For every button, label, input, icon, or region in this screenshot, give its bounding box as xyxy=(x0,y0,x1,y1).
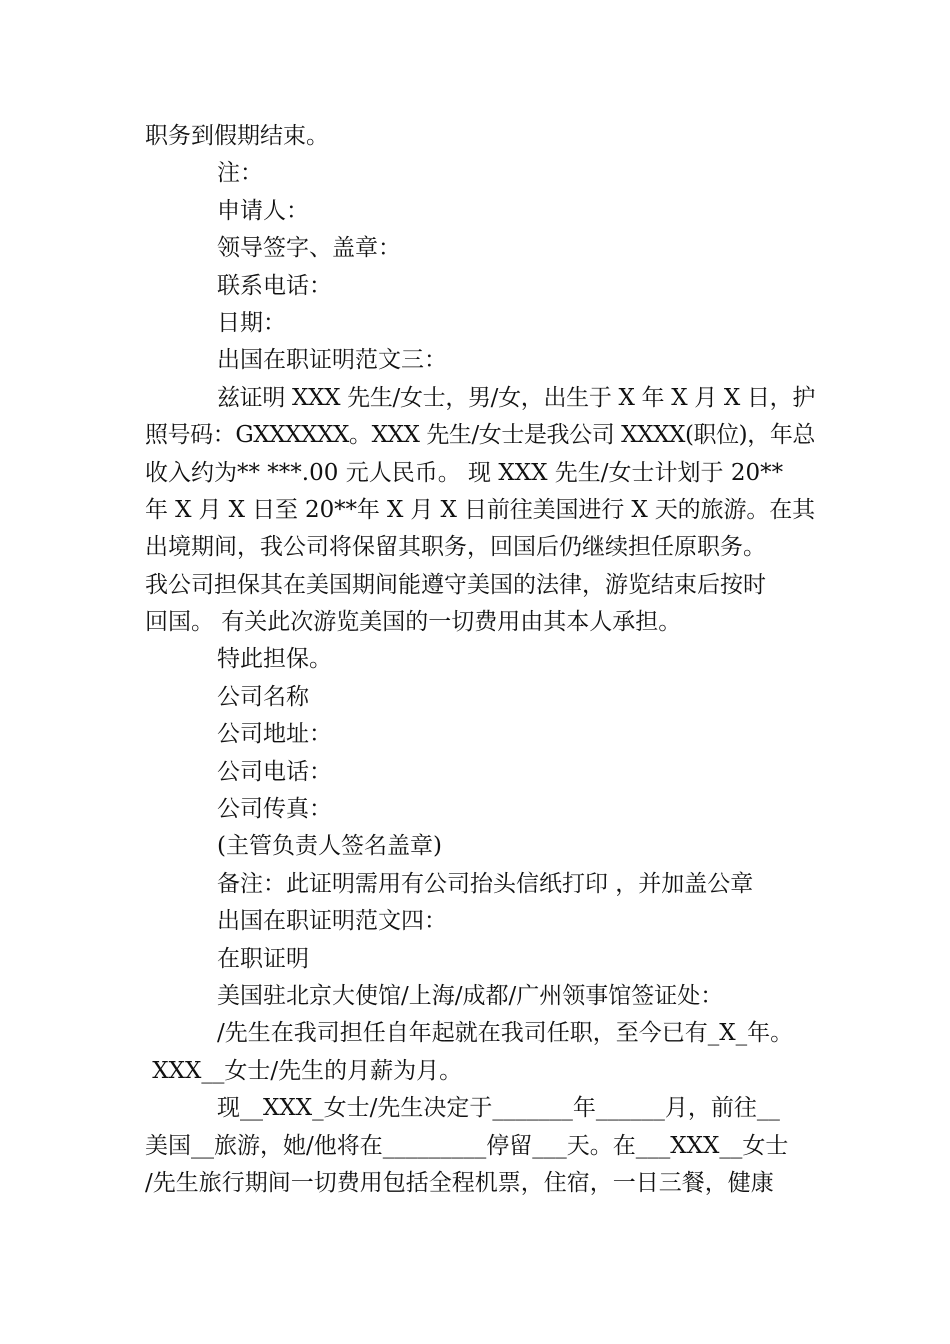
text-line: /先生旅行期间一切费用包括全程机票，住宿，一日三餐，健康 xyxy=(145,1169,774,1196)
text-line: 收入约为** ***.00 元人民币。 现 XXX 先生/女士计划于 20** xyxy=(145,459,784,486)
text-line: 联系电话： xyxy=(217,272,332,299)
text-line: 日期： xyxy=(217,309,286,336)
document-body xyxy=(145,118,815,1202)
text-line: (主管负责人签名盖章) xyxy=(217,833,442,860)
text-line: 职务到假期结束。 xyxy=(145,123,329,149)
text-line: 公司电话： xyxy=(217,758,332,785)
text-line: 现__XXX_女士/先生决定于_______年______月，前往__ xyxy=(217,1095,780,1122)
text-line: 领导签字、盖章： xyxy=(217,235,401,262)
text-line: XXX__女士/先生的月薪为月。 xyxy=(145,1057,463,1084)
text-line: 特此担保。 xyxy=(217,646,332,673)
text-line: 公司地址： xyxy=(217,721,332,748)
text-line: 公司传真： xyxy=(217,796,332,823)
text-line: 出国在职证明范文四： xyxy=(217,908,447,935)
text-line: 出国在职证明范文三： xyxy=(217,347,447,374)
text-line: 兹证明 XXX 先生/女士，男/女，出生于 X 年 X 月 X 日，护 xyxy=(217,384,815,411)
text-line: 我公司担保其在美国期间能遵守美国的法律，游览结束后按时 xyxy=(145,571,766,598)
text-line: /先生在我司担任自年起就在我司任职，至今已有_X_年。 xyxy=(217,1020,794,1047)
text-line: 在职证明 xyxy=(217,945,309,972)
text-line: 照号码：GXXXXXX。XXX 先生/女士是我公司 XXXX(职位)，年总 xyxy=(145,422,815,449)
text-line: 申请人： xyxy=(217,197,309,224)
text-line: 回国。 有关此次游览美国的一切费用由其本人承担。 xyxy=(145,609,682,636)
text-line: 注： xyxy=(217,160,263,187)
text-line: 公司名称 xyxy=(217,683,309,710)
text-line: 年 X 月 X 日至 20**年 X 月 X 日前往美国进行 X 天的旅游。在其 xyxy=(145,496,815,523)
text-line: 备注：此证明需用有公司抬头信纸打印 ，并加盖公章 xyxy=(217,870,754,897)
text-line: 美国__旅游，她/他将在_________停留___天。在___XXX__女士 xyxy=(145,1132,789,1159)
text-line: 美国驻北京大使馆/上海/成都/广州领事馆签证处： xyxy=(217,982,724,1009)
text-line: 出境期间，我公司将保留其职务，回国后仍继续担任原职务。 xyxy=(145,534,766,561)
